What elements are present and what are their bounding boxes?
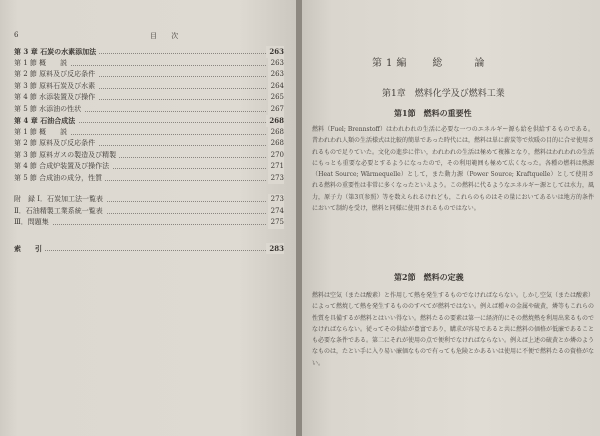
- toc-entry-page: 267: [268, 104, 284, 116]
- right-page: [302, 0, 600, 436]
- section-2-text: 燃料は空気（または酸素）と作用して熱を発生するものでなければならない。しかし空気（または酸素）によって燃焼して熱を発生するもののすべてが燃料ではない。例えば種々の金属や硫黄，燐等もこれらの性質を具備するが燃料とはいい得ない。燃料たるの要素は第一に経済的にその燃焼熱を利用出来るものでなければならない。従ってその供給が豊富であり，購求が容易であると共に燃料の価格が低廉であることも必要な条件である。第二にそれが使用の点で便利でなければならない。例えば上述の硫黄とか燐のようなものは，たとい手に入り易い廉価なもので有っても危険とかあるいは使用に不便で燃料たるの資格がない。: [312, 292, 595, 367]
- toc-entry-number: 索 引: [14, 243, 42, 253]
- toc-entry-title: 合成炉装置及び操作法: [39, 162, 110, 170]
- toc-entry-title: 合成油の成分，性質: [39, 173, 103, 182]
- running-title: 目 次: [150, 32, 185, 40]
- section-1-title: 第1節 燃料の重要性: [394, 108, 472, 118]
- toc-entry-page: 268: [268, 138, 284, 150]
- toc-entry-title: 石油合成法: [40, 116, 76, 125]
- toc-entry-page: 273: [268, 194, 284, 206]
- toc-entry-page: 265: [268, 92, 284, 104]
- toc-spacer: [14, 229, 284, 243]
- toc-entry-number: 第 1 節: [14, 58, 37, 67]
- toc-entry-page: 270: [268, 150, 284, 162]
- toc-entry-page: 264: [268, 81, 284, 93]
- toc-entry-title: 水添油の性状: [39, 104, 82, 113]
- toc-entry-page: 263: [268, 58, 284, 70]
- toc-entry[interactable]: [14, 206, 284, 218]
- toc-entry[interactable]: [14, 58, 284, 70]
- toc-entry-page: 268: [266, 115, 284, 127]
- toc-entry-page: 268: [268, 127, 284, 139]
- toc-entry-title: 概 説: [39, 58, 68, 67]
- toc-entry-page: 263: [268, 69, 284, 81]
- toc-entry[interactable]: [14, 81, 284, 93]
- toc-entry-title: 石炭の水素添加法: [40, 47, 97, 56]
- toc-entry[interactable]: [14, 127, 284, 139]
- toc-entry-title: 概 説: [39, 127, 68, 136]
- toc-entry-title: 原料及び反応条件: [39, 139, 96, 147]
- toc-entry-page: 283: [266, 243, 284, 255]
- part-title: 総 論: [432, 58, 489, 69]
- toc-entry[interactable]: [14, 150, 284, 162]
- toc-entry[interactable]: [14, 243, 284, 255]
- section-1-text: 燃料（Fuel; Brennstoff）はわれわれの生活に必要な一つのエネルギー源も給を供給するものである。昔われわれ人類の生活様式は比較的簡単であった時代には，燃料は単に薪炭等で炊暖の目的に合せ使用されるもので足りていた。文化の進歩に伴い，われわれの生活は極めて複雑となり，燃料はわれわれの生活にもっとも重要な必要とするようになったので，その利用範囲も極めて広くなった。各種の燃料は熱源（Heat Source; Wärmequelle）として，また動力源（Power Source; Kraftquelle）として使用される燃料の重要性は非常に多くなったといえよう。この燃料に代るようなエネルギー源としては水力，風力，原子力（第3頁参照）等を数えられるけれども，これらのものはその量においてあるいは地方的条件において制約を受け，燃料と同様に使用されるものではない。: [312, 126, 595, 213]
- toc-entry-number: 第 3 節: [14, 150, 37, 159]
- toc-entry-number: 第 1 節: [14, 127, 37, 136]
- toc-entry-title: Ⅰ．石炭加工法一覧表: [37, 195, 103, 203]
- toc-entry[interactable]: [14, 115, 284, 127]
- toc-entry[interactable]: [14, 217, 284, 229]
- toc-entry[interactable]: [14, 194, 284, 206]
- toc-entry-number: 第 4 節: [14, 162, 37, 170]
- toc-entry-title: 原料石炭及び水素: [39, 81, 96, 90]
- toc-entry-title: 水添装置及び操作: [39, 93, 96, 101]
- toc-entry-number: 第 4 節: [14, 93, 37, 101]
- toc-entry-page: 275: [268, 217, 284, 229]
- toc-entry-page: 273: [268, 173, 284, 185]
- part-label: 第1編: [372, 58, 411, 69]
- section-2-title: 第2節 燃料の定義: [394, 272, 464, 282]
- toc-entry-number: 第 3 節: [14, 81, 37, 90]
- toc-entry[interactable]: [14, 69, 284, 81]
- toc-entry[interactable]: [14, 161, 284, 173]
- toc-entry[interactable]: [14, 173, 284, 185]
- part-heading: [372, 54, 510, 69]
- toc-entry-number: 第 2 節: [14, 70, 37, 78]
- toc-entry[interactable]: [14, 138, 284, 150]
- table-of-contents: [14, 46, 284, 254]
- toc-entry-number: 第 5 節: [14, 173, 37, 182]
- toc-spacer: [14, 184, 284, 194]
- toc-entry[interactable]: [14, 92, 284, 104]
- toc-entry-title: Ⅱ．石油精製工業系統一覧表: [14, 206, 103, 215]
- chapter-title: 第1章 燃料化学及び燃料工業: [382, 89, 505, 99]
- toc-entry-number: 第 2 節: [14, 139, 37, 147]
- toc-entry-page: 271: [268, 161, 284, 173]
- toc-entry-title: 原料及び反応条件: [39, 70, 96, 78]
- toc-entry[interactable]: [14, 104, 284, 116]
- toc-entry-number: 第 5 節: [14, 104, 37, 113]
- toc-entry-title: 原料ガスの製造及び精製: [39, 150, 117, 159]
- toc-entry-page: 274: [268, 206, 284, 218]
- toc-entry-page: 263: [266, 46, 284, 58]
- toc-entry-number: 附 録: [14, 195, 35, 203]
- page-number: 6: [14, 31, 19, 39]
- toc-entry-number: 第 3 章: [14, 47, 38, 56]
- left-page: [0, 0, 298, 436]
- toc-entry-number: 第 4 章: [14, 116, 38, 125]
- toc-entry-title: Ⅲ．問題集: [14, 218, 49, 226]
- toc-leader-dots: [14, 250, 266, 251]
- toc-entry[interactable]: [14, 46, 284, 58]
